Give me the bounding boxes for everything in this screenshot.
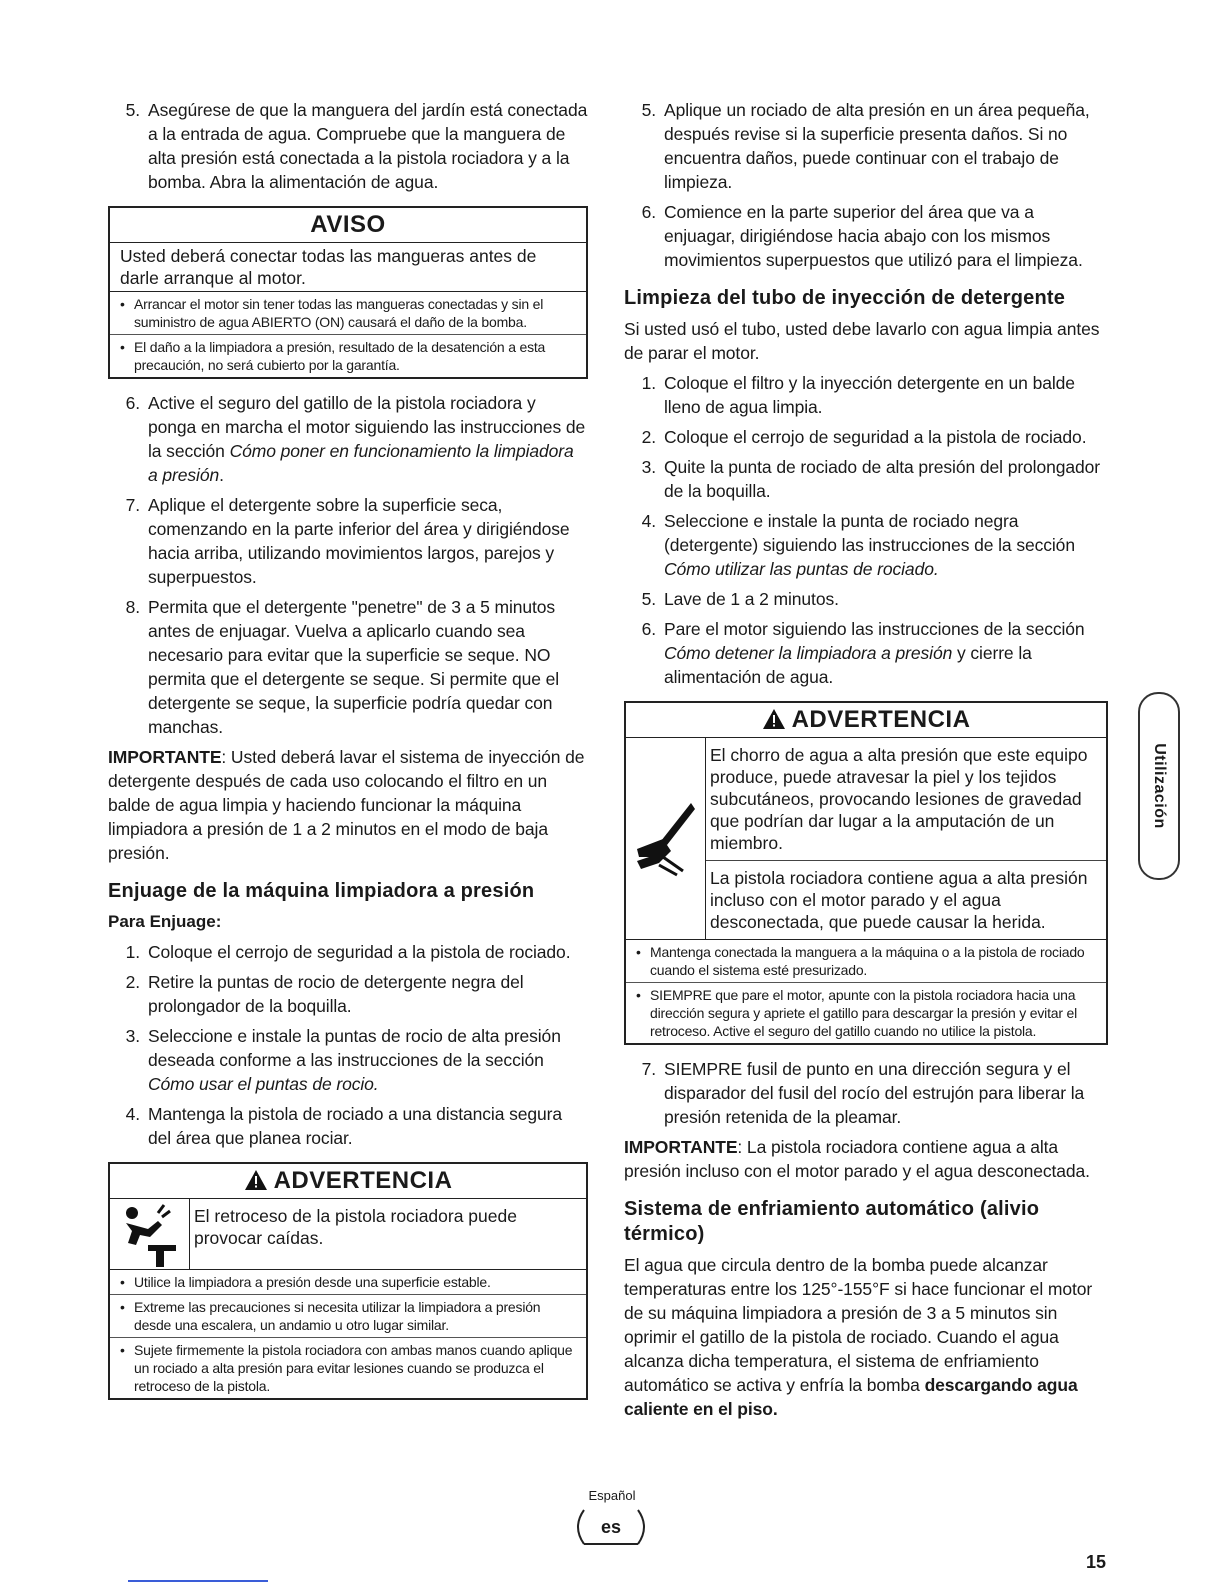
list-item: 4. Seleccione e instale la punta de rociado negra (detergente) siguiendo las instrucciones de la sección Cómo utilizar las puntas de rociado.	[641, 511, 1075, 579]
list-item: 3. Quite la punta de rociado de alta presión del prolongador de la boquilla.	[641, 457, 1100, 501]
warning-bullet: • Mantenga conectada la manguera a la máquina o a la pistola de rociado cuando el sistema esté presurizado.	[626, 940, 1106, 983]
warning-title: ADVERTENCIA	[626, 703, 1106, 738]
cooling-paragraph: El agua que circula dentro de la bomba puede alcanzar temperaturas entre los 125°-155°F si hace funcionar el motor de su máquina limpiadora a presión de 3 a 5 minutos sin oprimir el gatillo de la pistola de rociado. Cuando el agua alcanza dicha temperatura, el sistema de enfriamiento automático se activa y enfría la bomba descargando agua caliente en el piso.	[624, 1255, 1093, 1419]
page-number: 15	[1086, 1552, 1107, 1572]
list-item: 5. Lave de 1 a 2 minutos.	[641, 589, 839, 609]
section-heading-enjuage: Enjuage de la máquina limpiadora a presión	[108, 880, 535, 902]
importante-note: IMPORTANTE: Usted deberá lavar el sistema de inyección de detergente después de cada uso colocando el filtro en un balde de agua limpia y haciendo funcionar la máquina limpiadora a presión de 1 a 2 minutos en el modo de baja presión.	[108, 747, 585, 863]
aviso-title: AVISO	[110, 208, 586, 243]
language-badge-outline	[568, 1506, 654, 1548]
aviso-box	[108, 206, 588, 379]
warning-bullet: • Utilice la limpiadora a presión desde una superficie estable.	[110, 1270, 586, 1295]
clean-steps	[624, 371, 1108, 689]
fall-hazard-icon	[110, 1199, 190, 1269]
warning-bullet: • Sujete firmemente la pistola rociadora con ambas manos cuando aplique un rociado a alta presión para evitar lesiones cuando se produzca el retroceso de la pistola.	[110, 1338, 586, 1398]
list-item: 6. Comience en la parte superior del área que va a enjuagar, dirigiéndose hacia abajo con los mismos movimientos superpuestos que utilizó para el limpieza.	[641, 202, 1083, 270]
list-item: 2. Coloque el cerrojo de seguridad a la pistola de rociado.	[641, 427, 1087, 447]
footer-language: Español	[588, 1488, 636, 1503]
list-item: 2. Retire la puntas de rocio de detergente negra del prolongador de la boquilla.	[125, 972, 524, 1016]
warning-message: La pistola rociadora contiene agua a alta presión incluso con el motor parado y el agua desconectada, que puede causar la herida.	[706, 860, 1106, 939]
warning-bullet: • SIEMPRE que pare el motor, apunte con la pistola rociadora hacia una dirección segura y apriete el gatillo para descargar la presión y evitar el retroceso. Active el seguro del gatillo cuando no utilice la pistola.	[626, 983, 1106, 1043]
list-item: 6. Pare el motor siguiendo las instrucciones de la sección Cómo detener la limpiadora a presión y cierre la alimentación de agua.	[641, 619, 1085, 687]
section-side-tab: Utilización	[1138, 692, 1180, 880]
list-item: 3. Seleccione e instale la puntas de rocio de alta presión deseada conforme a las instrucciones de la sección Cómo usar el puntas de rocio.	[125, 1026, 561, 1094]
section-heading-enfriamiento: Sistema de enfriamiento automático (alivio térmico)	[624, 1198, 1040, 1245]
warning-title: ADVERTENCIA	[110, 1164, 586, 1199]
language-badge: es	[568, 1506, 654, 1548]
list-item: 1. Coloque el filtro y la inyección detergente en un balde lleno de agua limpia.	[641, 373, 1075, 417]
list-item: 5. Asegúrese de que la manguera del jardín está conectada a la entrada de agua. Compruebe que la manguera de alta presión está conectada a la pistola rociadora y a la bomba. Abra la alimentación de agua.	[125, 100, 588, 192]
subheading-para-enjuage: Para Enjuage:	[108, 912, 222, 931]
warning-message: El chorro de agua a alta presión que este equipo produce, puede atravesar la piel y los tejidos subcutáneos, provocando lesiones de gravedad que podrían dar lugar a la amputación de un miembro.	[710, 745, 1088, 853]
left-column	[108, 98, 588, 1412]
importante-note: IMPORTANTE: La pistola rociadora contiene agua a alta presión incluso con el motor parado y el agua desconectada.	[624, 1137, 1090, 1181]
warning-triangle-icon	[244, 1169, 268, 1191]
warning-box-injection	[624, 701, 1108, 1045]
intro-paragraph: Si usted usó el tubo, usted debe lavarlo con agua limpia antes de parar el motor.	[624, 319, 1100, 363]
list-item: 5. Aplique un rociado de alta presión en un área pequeña, después revise si la superficie presenta daños. Si no encuentra daños, puede continuar con el trabajo de limpieza.	[641, 100, 1090, 192]
rinse-steps	[108, 940, 588, 1150]
list-item: 1. Coloque el cerrojo de seguridad a la pistola de rociado.	[125, 942, 571, 962]
section-heading-limpieza-tubo: Limpieza del tubo de inyección de detergente	[624, 287, 1066, 309]
footer-rule	[128, 1580, 268, 1582]
aviso-bullet: • El daño a la limpiadora a presión, resultado de la desatención a esta precaución, no será cubierto por la garantía.	[110, 335, 586, 377]
list-item: 8. Permita que el detergente "penetre" de 3 a 5 minutos antes de enjuagar. Vuelva a aplicarlo cuando sea necesario para evitar que la superficie se seque. NO permita que el detergente se seque. Si permite que el detergente se seque, la superficie podría quedar con manchas.	[125, 597, 560, 737]
right-column	[624, 98, 1108, 1421]
list-item: 7. Aplique el detergente sobre la superficie seca, comenzando en la parte inferior del área y dirigiéndose hacia arriba, utilizando movimientos largos, parejos y superpuestos.	[125, 495, 570, 587]
warning-box-kickback	[108, 1162, 588, 1400]
warning-bullet: • Extreme las precauciones si necesita utilizar la limpiadora a presión desde una escalera, un andamio u otro lugar similar.	[110, 1295, 586, 1338]
list-item: 4. Mantenga la pistola de rociado a una distancia segura del área que planea rociar.	[125, 1104, 563, 1148]
list-item: 6. Active el seguro del gatillo de la pistola rociadora y ponga en marcha el motor siguiendo las instrucciones de la sección Cómo poner en funcionamiento la limpiadora a presión.	[125, 393, 586, 485]
aviso-bullet: • Arrancar el motor sin tener todas las mangueras conectadas y sin el suministro de agua ABIERTO (ON) causará el daño de la bomba.	[110, 292, 586, 335]
aviso-message: Usted deberá conectar todas las mangueras antes de darle arranque al motor.	[110, 243, 586, 292]
list-item: 7. SIEMPRE fusil de punto en una dirección segura y el disparador del fusil del rocío del estrujón para liberar la presión retenida de la pleamar.	[641, 1059, 1085, 1127]
warning-message: El retroceso de la pistola rociadora puede provocar caídas.	[194, 1206, 517, 1248]
warning-triangle-icon	[762, 708, 786, 730]
injection-hazard-icon	[626, 738, 706, 939]
